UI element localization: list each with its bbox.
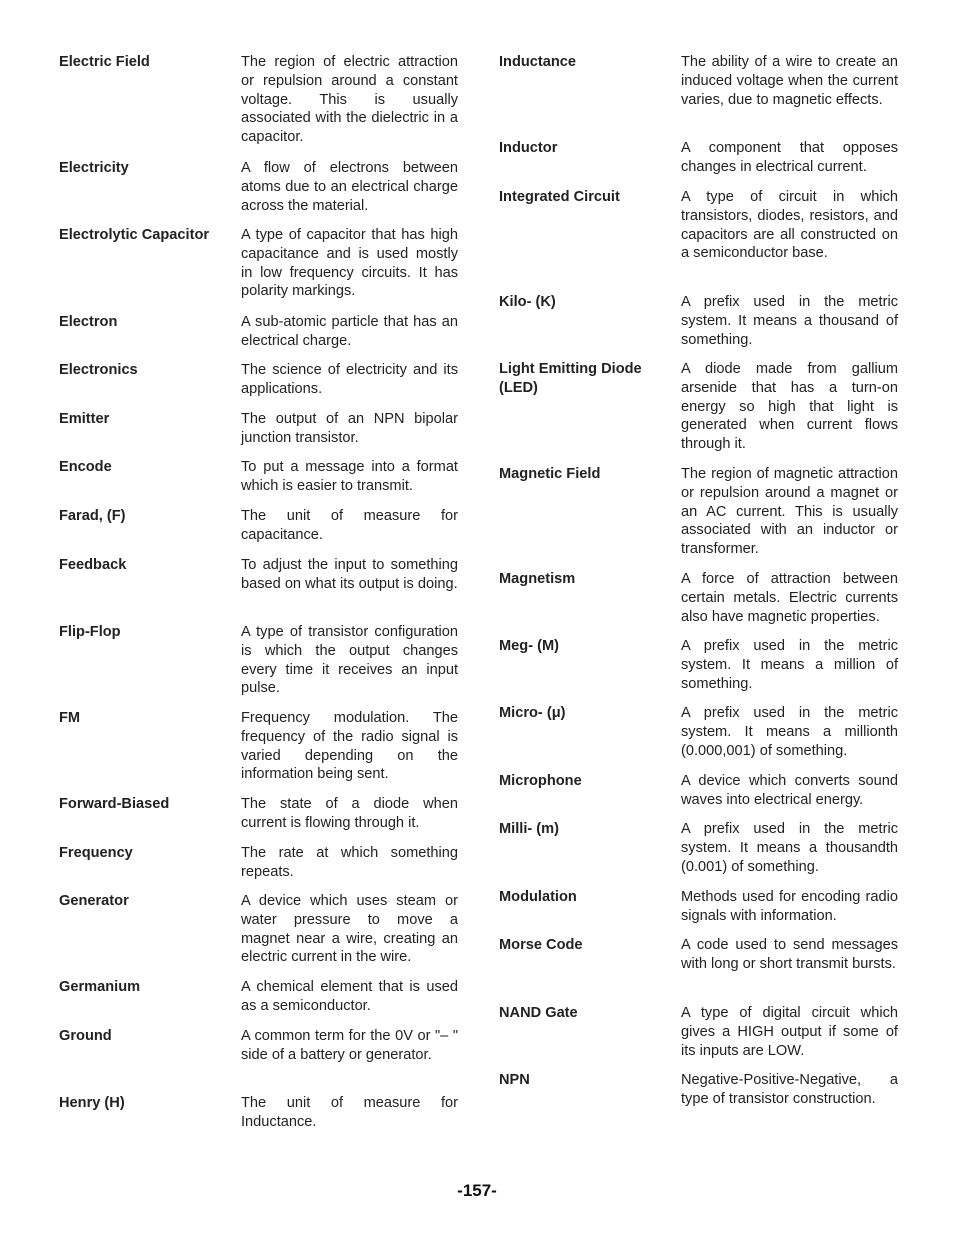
glossary-entry (59, 892, 459, 978)
glossary-definition: The region of electric attraction or repulsion around a constant voltage. This is usually associated with the dielectric in a capacitor. (241, 54, 458, 146)
glossary-entry (59, 978, 459, 1027)
glossary-entry (59, 1027, 459, 1094)
glossary-term: Micro- (μ) (499, 705, 566, 721)
glossary-term: Ground (59, 1028, 112, 1044)
glossary-term: Light Emitting Diode (LED) (499, 361, 642, 396)
glossary-term: Microphone (499, 773, 582, 789)
glossary-entry (499, 704, 899, 772)
glossary-term: Flip-Flop (59, 624, 121, 640)
glossary-entry (499, 1004, 899, 1071)
glossary-entry (59, 159, 459, 226)
glossary-entry (59, 795, 459, 844)
glossary-definition: A type of circuit in which transistors, diodes, resistors, and capacitors are all constructed on a semiconductor base. (681, 189, 898, 262)
glossary-term: FM (59, 710, 81, 726)
glossary-term: Electricity (59, 160, 129, 176)
glossary-definition: A device which uses steam or water pressure to move a magnet near a wire, creating an electric current in the wire. (241, 893, 458, 966)
glossary-definition: Methods used for encoding radio signals with information. (681, 889, 898, 924)
glossary-term: Emitter (59, 411, 110, 427)
glossary-definition: To put a message into a format which is easier to transmit. (241, 459, 458, 494)
glossary-entry (499, 637, 899, 704)
glossary-definition: The output of an NPN bipolar junction transistor. (241, 411, 458, 446)
glossary-definition: A diode made from gallium arsenide that has a turn-on energy so high that light is generated when current flows through it. (681, 361, 898, 453)
glossary-term: Inductance (499, 54, 577, 70)
glossary-entry (59, 507, 459, 556)
glossary-left-column (59, 53, 459, 1142)
glossary-entry (59, 709, 459, 795)
glossary-entry (499, 772, 899, 820)
glossary-definition: A device which converts sound waves into electrical energy. (681, 773, 898, 808)
glossary-entry (499, 293, 899, 360)
glossary-definition: A type of transistor configuration is which the output changes every time it receives an input pulse. (241, 624, 458, 697)
glossary-term: Electron (59, 314, 118, 330)
glossary-term: NPN (499, 1072, 530, 1088)
glossary-term: Modulation (499, 889, 577, 905)
glossary-entry (59, 361, 459, 410)
glossary-definition: A component that opposes changes in electrical current. (681, 140, 898, 175)
glossary-entry (499, 53, 899, 139)
glossary-term: Electric Field (59, 54, 150, 70)
glossary-entry (499, 888, 899, 936)
glossary-entry (499, 465, 899, 570)
glossary-definition: The state of a diode when current is flowing through it. (241, 796, 458, 831)
glossary-entry (59, 53, 459, 159)
glossary-right-column (499, 53, 899, 1119)
glossary-term: Electronics (59, 362, 138, 378)
glossary-term: Meg- (M) (499, 638, 559, 654)
glossary-entry (499, 1071, 899, 1119)
glossary-term: Feedback (59, 557, 127, 573)
glossary-definition: The ability of a wire to create an induced voltage when the current varies, due to magnetic effects. (681, 54, 898, 108)
glossary-definition: A prefix used in the metric system. It means a thousand of something. (681, 294, 898, 348)
glossary-term: Generator (59, 893, 129, 909)
glossary-definition: To adjust the input to something based on what its output is doing. (241, 557, 458, 592)
glossary-entry (59, 623, 459, 709)
glossary-definition: The unit of measure for capacitance. (241, 508, 458, 543)
glossary-definition: Frequency modulation. The frequency of the radio signal is varied depending on the information being sent. (241, 710, 458, 783)
glossary-term: NAND Gate (499, 1005, 578, 1021)
glossary-definition: The region of magnetic attraction or repulsion around a magnet or an AC current. This is usually associated with an inductor or transformer. (681, 466, 898, 558)
glossary-entry (59, 1094, 459, 1142)
glossary-definition: A force of attraction between certain metals. Electric currents also have magnetic properties. (681, 571, 898, 625)
glossary-term: Magnetism (499, 571, 576, 587)
glossary-entry (499, 936, 899, 1004)
glossary-term: Morse Code (499, 937, 583, 953)
glossary-definition: The science of electricity and its applications. (241, 362, 458, 397)
glossary-entry (499, 820, 899, 888)
glossary-term: Electrolytic Capacitor (59, 227, 210, 243)
glossary-definition: A type of capacitor that has high capacitance and is used mostly in low frequency circuits. It has polarity markings. (241, 227, 458, 300)
glossary-definition: The unit of measure for Inductance. (241, 1095, 458, 1130)
glossary-definition: A prefix used in the metric system. It means a millionth (0.000,001) of something. (681, 705, 898, 759)
glossary-definition: A flow of electrons between atoms due to an electrical charge across the material. (241, 160, 458, 214)
glossary-entry (499, 360, 899, 465)
glossary-entry (59, 458, 459, 507)
glossary-entry (499, 570, 899, 637)
glossary-entry (499, 139, 899, 188)
glossary-definition: A chemical element that is used as a semiconductor. (241, 979, 458, 1014)
glossary-definition: A sub-atomic particle that has an electrical charge. (241, 314, 458, 349)
glossary-definition: A prefix used in the metric system. It means a thousandth (0.001) of something. (681, 821, 898, 875)
glossary-term: Henry (H) (59, 1095, 125, 1111)
glossary-definition: A common term for the 0V or "– " side of a battery or generator. (241, 1028, 458, 1063)
glossary-entry (59, 313, 459, 361)
glossary-term: Germanium (59, 979, 141, 995)
glossary-definition: A type of digital circuit which gives a HIGH output if some of its inputs are LOW. (681, 1005, 898, 1059)
glossary-term: Encode (59, 459, 112, 475)
glossary-term: Frequency (59, 845, 133, 861)
glossary-entry (59, 844, 459, 892)
glossary-term: Inductor (499, 140, 558, 156)
glossary-definition: A prefix used in the metric system. It means a million of something. (681, 638, 898, 692)
glossary-entry (499, 188, 899, 293)
glossary-definition: The rate at which something repeats. (241, 845, 458, 880)
page-number: -157- (457, 1181, 497, 1200)
glossary-term: Kilo- (K) (499, 294, 556, 310)
glossary-entry (59, 226, 459, 313)
glossary-definition: Negative-Positive-Negative, a type of transistor construction. (681, 1072, 898, 1107)
glossary-term: Magnetic Field (499, 466, 601, 482)
glossary-entry (59, 410, 459, 458)
glossary-term: Integrated Circuit (499, 189, 620, 205)
glossary-term: Farad, (F) (59, 508, 126, 524)
glossary-definition: A code used to send messages with long or short transmit bursts. (681, 937, 898, 972)
glossary-term: Milli- (m) (499, 821, 559, 837)
glossary-entry (59, 556, 459, 623)
glossary-term: Forward-Biased (59, 796, 170, 812)
